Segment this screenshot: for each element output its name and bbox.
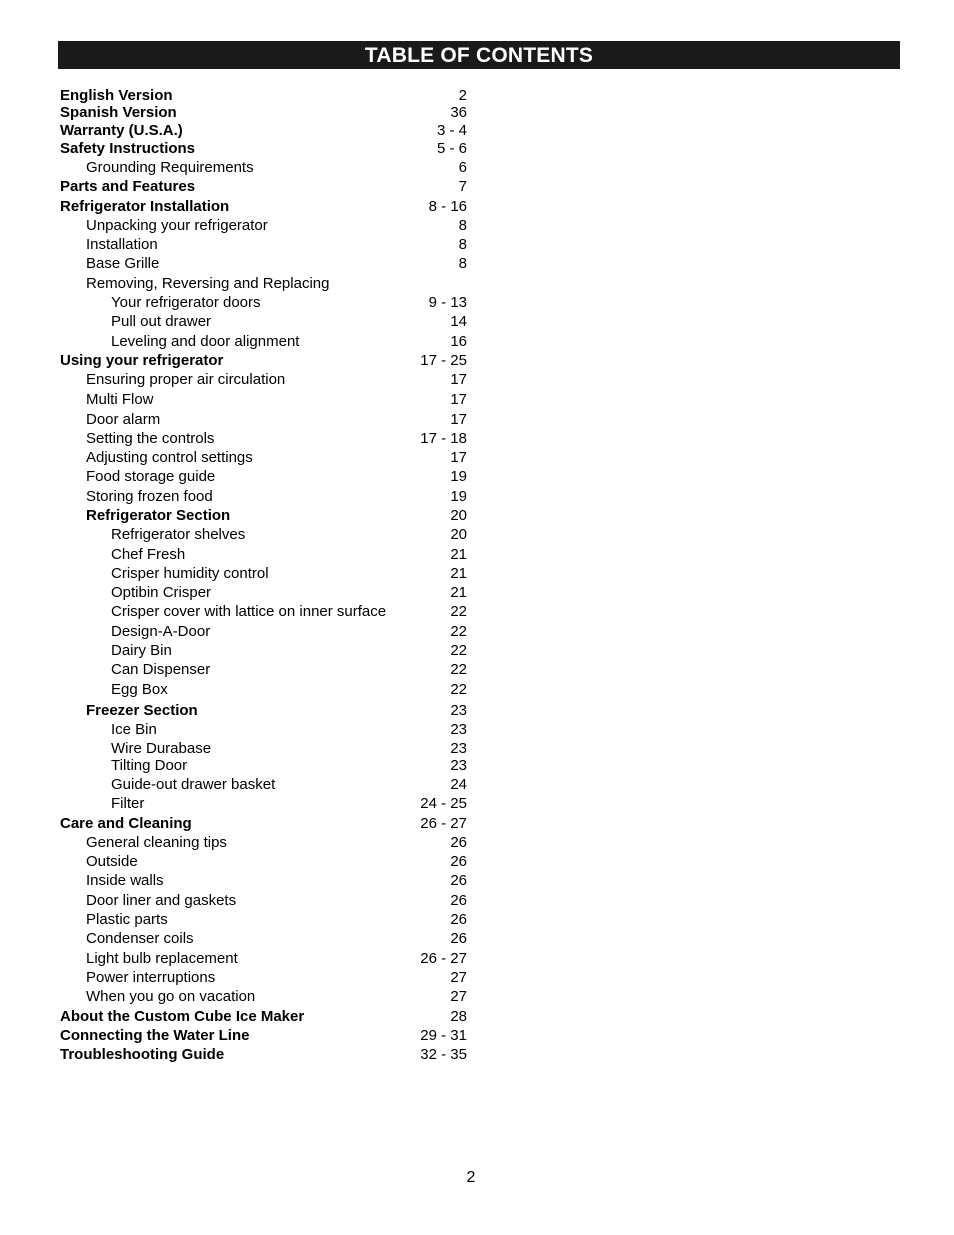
toc-entry-page: 14	[450, 313, 467, 330]
toc-entry	[0, 681, 470, 699]
toc-entry-label: Base Grille	[86, 255, 160, 272]
toc-entry-label: Filter	[111, 795, 145, 812]
toc-entry	[0, 411, 470, 429]
toc-entry-page: 22	[450, 681, 467, 698]
toc-entry	[0, 853, 470, 871]
toc-entry-label: Crisper cover with lattice on inner surface	[111, 603, 387, 620]
toc-entry-label: Troubleshooting Guide	[60, 1046, 225, 1063]
toc-entry-label: Door liner and gaskets	[86, 892, 237, 909]
toc-entry-label: Refrigerator Section	[86, 507, 231, 524]
toc-entry	[0, 275, 470, 293]
toc-entry	[0, 815, 470, 833]
toc-entry-page: 20	[450, 507, 467, 524]
toc-entry-label: Inside walls	[86, 872, 164, 889]
toc-entry-page: 17	[450, 411, 467, 428]
toc-entry-page: 27	[450, 988, 467, 1005]
toc-entry-page: 8	[458, 236, 467, 253]
toc-entry-page: 7	[458, 178, 467, 195]
toc-entry-label: Freezer Section	[86, 702, 198, 719]
toc-entry-page: 17 - 18	[420, 430, 467, 447]
toc-entry-page: 19	[450, 488, 467, 505]
toc-entry	[0, 217, 470, 235]
toc-entry	[0, 988, 470, 1006]
toc-entry-label: Leveling and door alignment	[111, 333, 300, 350]
toc-entry-label: Your refrigerator doors	[111, 294, 261, 311]
toc-entry	[0, 1008, 470, 1026]
toc-entry-label: Chef Fresh	[111, 546, 186, 563]
toc-entry-page: 27	[450, 969, 467, 986]
toc-entry-label: Refrigerator Installation	[60, 198, 230, 215]
toc-entry-label: Guide-out drawer basket	[111, 776, 276, 793]
toc-entry-page: 24	[450, 776, 467, 793]
toc-entry-page: 17	[450, 391, 467, 408]
toc-entry	[0, 661, 470, 679]
toc-entry-label: Food storage guide	[86, 468, 216, 485]
toc-entry	[0, 872, 470, 890]
toc-entry	[0, 104, 470, 122]
toc-entry-label: English Version	[60, 87, 173, 104]
toc-entry	[0, 468, 470, 486]
toc-entry-label: Adjusting control settings	[86, 449, 253, 466]
toc-entry	[0, 87, 470, 105]
toc-entry-page: 9 - 13	[428, 294, 467, 311]
toc-entry-label: Grounding Requirements	[86, 159, 254, 176]
toc-entry	[0, 834, 470, 852]
toc-entry-label: Tilting Door	[111, 757, 188, 774]
toc-entry-page: 17	[450, 371, 467, 388]
toc-entry-label: Installation	[86, 236, 158, 253]
toc-entry-label: Pull out drawer	[111, 313, 212, 330]
toc-entry-label: Safety Instructions	[60, 140, 196, 157]
toc-entry	[0, 430, 470, 448]
toc-entry	[0, 1046, 470, 1064]
toc-entry	[0, 507, 470, 525]
toc-entry	[0, 313, 470, 331]
toc-entry	[0, 333, 470, 351]
toc-entry-page: 36	[450, 104, 467, 121]
toc-entry-page: 26 - 27	[420, 950, 467, 967]
toc-entry	[0, 159, 470, 177]
toc-entry-label: Crisper humidity control	[111, 565, 269, 582]
toc-entry-page: 24 - 25	[420, 795, 467, 812]
toc-entry-page: 26	[450, 892, 467, 909]
toc-entry-page: 3 - 4	[436, 122, 467, 139]
toc-entry-page: 6	[458, 159, 467, 176]
toc-entry-label: Setting the controls	[86, 430, 215, 447]
toc-entry	[0, 236, 470, 254]
toc-entry-page: 8 - 16	[428, 198, 467, 215]
toc-entry-label: Storing frozen food	[86, 488, 213, 505]
toc-entry-page: 20	[450, 526, 467, 543]
toc-entry	[0, 565, 470, 583]
toc-entry	[0, 795, 470, 813]
toc-entry-label: Refrigerator shelves	[111, 526, 246, 543]
toc-entry-page: 5 - 6	[436, 140, 467, 157]
toc-entry	[0, 546, 470, 564]
toc-entry	[0, 740, 470, 758]
toc-entry-label: Dairy Bin	[111, 642, 172, 659]
toc-entry-label: General cleaning tips	[86, 834, 227, 851]
toc-entry-page: 21	[450, 584, 467, 601]
toc-entry	[0, 352, 470, 370]
toc-entry-label: Light bulb replacement	[86, 950, 238, 967]
toc-entry	[0, 776, 470, 794]
toc-entry-label: Care and Cleaning	[60, 815, 192, 832]
toc-entry-label: When you go on vacation	[86, 988, 256, 1005]
toc-entry	[0, 642, 470, 660]
toc-entry-label: Power interruptions	[86, 969, 216, 986]
toc-entry-label: Ensuring proper air circulation	[86, 371, 286, 388]
toc-entry	[0, 702, 470, 720]
toc-entry-label: Optibin Crisper	[111, 584, 212, 601]
toc-entry-label: Condenser coils	[86, 930, 194, 947]
toc-entry-label: Multi Flow	[86, 391, 154, 408]
toc-entry-label: Wire Durabase	[111, 740, 212, 757]
toc-entry-page: 17 - 25	[420, 352, 467, 369]
toc-entry-label: Removing, Reversing and Replacing	[86, 275, 330, 292]
toc-entry	[0, 911, 470, 929]
toc-entry-page: 23	[450, 740, 467, 757]
toc-entry-page: 8	[458, 217, 467, 234]
toc-entry	[0, 140, 470, 158]
toc-entry-label: Door alarm	[86, 411, 161, 428]
toc-entry-label: Warranty (U.S.A.)	[60, 122, 183, 139]
toc-entry-label: Spanish Version	[60, 104, 177, 121]
page-title: TABLE OF CONTENTS	[58, 41, 900, 69]
toc-entry	[0, 584, 470, 602]
toc-entry	[0, 892, 470, 910]
toc-entry-page: 26 - 27	[420, 815, 467, 832]
toc-entry-page: 26	[450, 911, 467, 928]
toc-entry-page: 22	[450, 623, 467, 640]
toc-entry	[0, 371, 470, 389]
toc-entry-label: About the Custom Cube Ice Maker	[60, 1008, 305, 1025]
toc-entry-page: 16	[450, 333, 467, 350]
toc-entry-label: Connecting the Water Line	[60, 1027, 250, 1044]
toc-entry-label: Parts and Features	[60, 178, 196, 195]
toc-entry	[0, 969, 470, 987]
toc-entry	[0, 488, 470, 506]
toc-entry-page: 23	[450, 757, 467, 774]
toc-entry	[0, 950, 470, 968]
toc-entry	[0, 178, 470, 196]
toc-entry-page: 26	[450, 853, 467, 870]
toc-entry	[0, 623, 470, 641]
toc-entry-page: 8	[458, 255, 467, 272]
toc-entry-page: 23	[450, 721, 467, 738]
toc-entry-page: 21	[450, 546, 467, 563]
toc-entry	[0, 255, 470, 273]
toc-entry-label: Design-A-Door	[111, 623, 211, 640]
toc-entry-label: Can Dispenser	[111, 661, 211, 678]
toc-entry-page: 22	[450, 603, 467, 620]
toc-entry-label: Unpacking your refrigerator	[86, 217, 268, 234]
toc-entry-page: 26	[450, 834, 467, 851]
toc-entry	[0, 603, 470, 621]
toc-entry	[0, 198, 470, 216]
toc-entry-page: 26	[450, 872, 467, 889]
toc-entry-page: 19	[450, 468, 467, 485]
toc-entry	[0, 526, 470, 544]
toc-entry-label: Ice Bin	[111, 721, 157, 738]
toc-entry-page: 22	[450, 661, 467, 678]
toc-entry-label: Using your refrigerator	[60, 352, 224, 369]
toc-entry-label: Egg Box	[111, 681, 168, 698]
toc-entry	[0, 449, 470, 467]
toc-entry-page: 26	[450, 930, 467, 947]
toc-entry-label: Outside	[86, 853, 138, 870]
toc-entry	[0, 721, 470, 739]
toc-entry-page: 29 - 31	[420, 1027, 467, 1044]
toc-entry	[0, 1027, 470, 1045]
toc-entry	[0, 930, 470, 948]
page-number: 2	[466, 1169, 476, 1186]
toc-entry-page: 2	[458, 87, 467, 104]
toc-entry-page: 22	[450, 642, 467, 659]
toc-entry-page: 17	[450, 449, 467, 466]
toc-entry-label: Plastic parts	[86, 911, 168, 928]
toc-entry-page: 21	[450, 565, 467, 582]
toc-entry	[0, 391, 470, 409]
toc-entry	[0, 294, 470, 312]
toc-entry	[0, 757, 470, 775]
toc-entry-page: 23	[450, 702, 467, 719]
toc-entry	[0, 122, 470, 140]
toc-entry-page: 32 - 35	[420, 1046, 467, 1063]
toc-entry-page: 28	[450, 1008, 467, 1025]
